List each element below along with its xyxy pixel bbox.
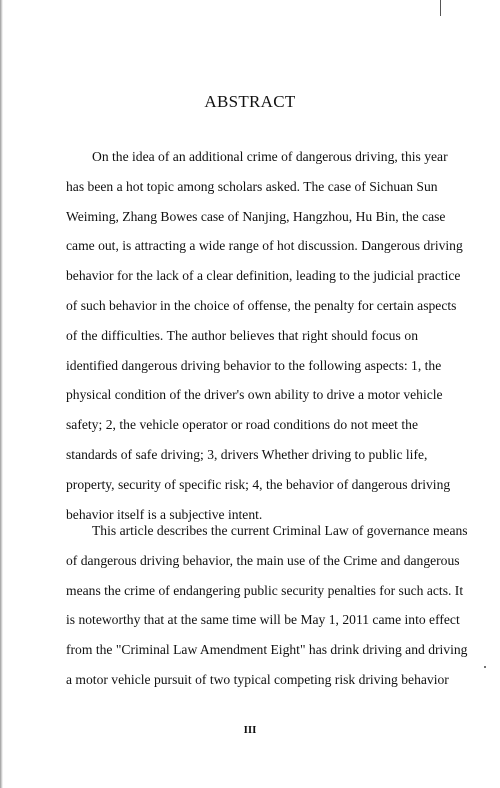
paragraph-line: standards of safe driving; 3, drivers Whether driving to public life, <box>66 446 428 462</box>
scan-speck <box>484 666 486 668</box>
paragraph-line: means the crime of endangering public security penalties for such acts. It <box>66 582 464 598</box>
paragraph-line: of such behavior in the choice of offense, the penalty for certain aspects <box>66 297 457 313</box>
paragraph-line: of the difficulties. The author believes that right should focus on <box>66 327 418 343</box>
paragraph-line: has been a hot topic among scholars asked. The case of Sichuan Sun <box>66 178 438 194</box>
abstract-paragraph-2 <box>66 516 468 695</box>
paragraph-line: came out, is attracting a wide range of hot discussion. Dangerous driving <box>66 238 463 254</box>
paragraph-line: Weiming, Zhang Bowes case of Nanjing, Hangzhou, Hu Bin, the case <box>66 208 446 224</box>
paragraph-line: behavior itself is a subjective intent. <box>66 506 263 522</box>
paragraph-line: from the "Criminal Law Amendment Eight" has drink driving and driving <box>66 642 468 658</box>
paragraph-line: is noteworthy that at the same time will be May 1, 2011 came into effect <box>66 612 460 628</box>
abstract-paragraph-1 <box>66 142 463 529</box>
paragraph-line: property, security of specific risk; 4, the behavior of dangerous driving <box>66 476 451 492</box>
paragraph-line: identified dangerous driving behavior to the following aspects: 1, the <box>66 357 442 373</box>
paragraph-line: This article describes the current Criminal Law of governance means <box>92 523 468 538</box>
paragraph-line: On the idea of an additional crime of dangerous driving, this year <box>92 149 448 164</box>
paragraph-line: behavior for the lack of a clear definition, leading to the judicial practice <box>66 268 461 284</box>
paragraph-line: safety; 2, the vehicle operator or road conditions do not meet the <box>66 417 418 433</box>
paragraph-line: a motor vehicle pursuit of two typical competing risk driving behavior <box>66 671 449 687</box>
paragraph-line: of dangerous driving behavior, the main use of the Crime and dangerous <box>66 552 460 568</box>
page-number: III <box>243 724 257 736</box>
scan-edge-left <box>0 0 3 788</box>
page-title: ABSTRACT <box>204 92 296 111</box>
paragraph-line: physical condition of the driver's own ability to drive a motor vehicle <box>66 387 443 403</box>
scan-mark-top <box>440 0 441 16</box>
